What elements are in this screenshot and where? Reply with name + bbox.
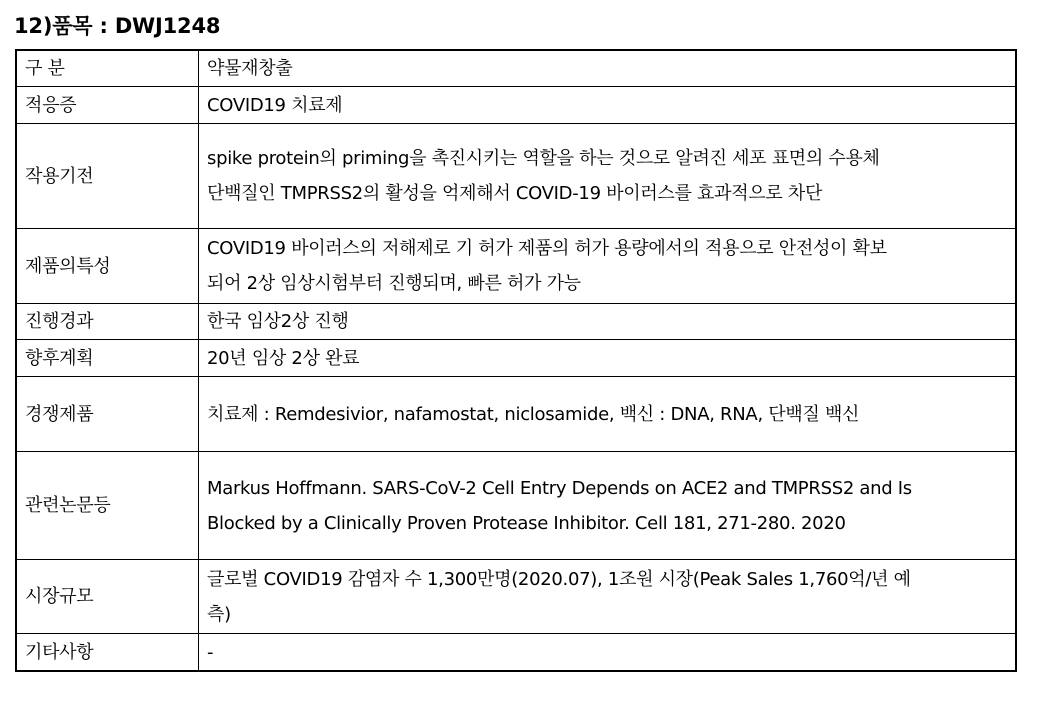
row-value-progress: 한국 임상2상 진행 <box>199 304 1017 340</box>
table-row <box>16 124 1016 229</box>
table-row <box>16 304 1016 340</box>
table-row <box>16 634 1016 672</box>
row-value-competitors: 치료제 : Remdesivior, nafamostat, niclosamide, 백신 : DNA, RNA, 단백질 백신 <box>199 377 1017 452</box>
table-row <box>16 229 1016 304</box>
row-label-etc: 기타사항 <box>16 634 199 672</box>
table-row <box>16 340 1016 377</box>
row-label-category: 구 분 <box>16 50 199 87</box>
row-label-papers: 관련논문등 <box>16 452 199 560</box>
row-label-features: 제품의특성 <box>16 229 199 304</box>
row-label-indication: 적응증 <box>16 87 199 124</box>
mechanism-line-1: spike protein의 priming을 촉진시키는 역할을 하는 것으로 알려진 세포 표면의 수용체 <box>207 148 880 169</box>
row-label-mechanism: 작용기전 <box>16 124 199 229</box>
features-line-1: COVID19 바이러스의 저해제로 기 허가 제품의 허가 용량에서의 적용으로 안전성이 확보 <box>207 238 887 259</box>
row-value-features <box>199 229 1017 304</box>
row-value-indication: COVID19 치료제 <box>199 87 1017 124</box>
market-line-2: 측) <box>207 603 231 625</box>
product-spec-table <box>15 49 1017 672</box>
row-label-plan: 향후계획 <box>16 340 199 377</box>
features-line-2: 되어 2상 임상시험부터 진행되며, 빠른 허가 가능 <box>207 273 581 294</box>
papers-line-2: Blocked by a Clinically Proven Protease Inhibitor. Cell 181, 271-280. 2020 <box>207 512 846 534</box>
market-line-1: 글로벌 COVID19 감염자 수 1,300만명(2020.07), 1조원 시장(Peak Sales 1,760억/년 예 <box>207 568 911 590</box>
table-row <box>16 50 1016 87</box>
row-value-papers <box>199 452 1017 560</box>
row-value-mechanism <box>199 124 1017 229</box>
row-value-category: 약물재창출 <box>199 50 1017 87</box>
table-row <box>16 452 1016 560</box>
row-label-competitors: 경쟁제품 <box>16 377 199 452</box>
papers-line-1: Markus Hoffmann. SARS-CoV-2 Cell Entry Depends on ACE2 and TMPRSS2 and Is <box>207 477 912 499</box>
table-row <box>16 87 1016 124</box>
row-label-progress: 진행경과 <box>16 304 199 340</box>
row-value-plan: 20년 임상 2상 완료 <box>199 340 1017 377</box>
row-label-market: 시장규모 <box>16 560 199 634</box>
row-value-etc: - <box>199 634 1017 672</box>
row-value-market <box>199 560 1017 634</box>
mechanism-line-2: 단백질인 TMPRSS2의 활성을 억제해서 COVID-19 바이러스를 효과적으로 차단 <box>207 183 823 204</box>
page-title: 12)품목 : DWJ1248 <box>14 14 221 38</box>
table-row <box>16 377 1016 452</box>
table-row <box>16 560 1016 634</box>
